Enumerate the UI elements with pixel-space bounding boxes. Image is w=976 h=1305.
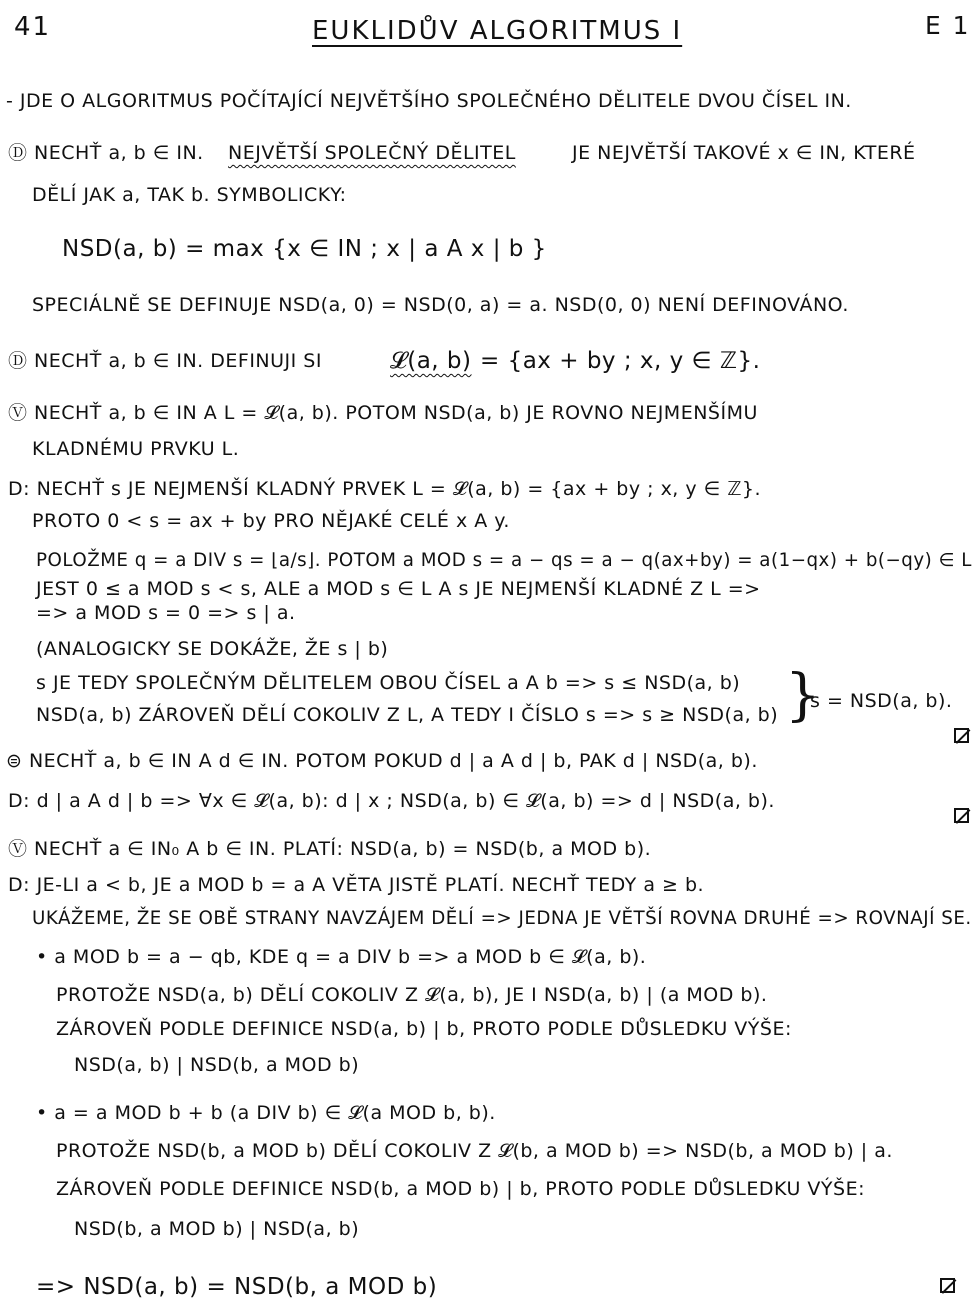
proof-line: POLOŽME q = a DIV s = ⌊a/s⌋. POTOM a MOD s = a − qs = a − q(ax+by) = a(1−qx) + b(−qy) ∈ L	[36, 550, 972, 571]
proof-conclusion: => NSD(a, b) = NSD(b, a MOD b)	[36, 1274, 438, 1300]
qed-box-icon	[954, 728, 969, 743]
proof-line: ZÁROVEŇ PODLE DEFINICE NSD(b, a MOD b) | b, PROTO PODLE DŮSLEDKU VÝŠE:	[56, 1178, 865, 1200]
formula: = {ax + by ; x, y ∈ ℤ}.	[480, 348, 761, 374]
definition-line: Ⓓ NECHŤ a, b ∈ IN. DEFINUJI SI	[8, 350, 322, 372]
proof-line: UKÁŽEME, ŽE SE OBĚ STRANY NAVZÁJEM DĚLÍ => JEDNA JE VĚTŠÍ ROVNA DRUHÉ => ROVNAJÍ SE.	[32, 908, 972, 929]
corollary-line: ⊜ NECHŤ a, b ∈ IN A d ∈ IN. POTOM POKUD d | a A d | b, PAK d | NSD(a, b).	[6, 750, 758, 772]
formula: NSD(a, b) = max {x ∈ IN ; x | a A x | b }	[62, 236, 547, 262]
defined-term: NEJVĚTŠÍ SPOLEČNÝ DĚLITEL	[228, 142, 516, 164]
proof-line: PROTOŽE NSD(a, b) DĚLÍ COKOLIV Z 𝓛(a, b), JE I NSD(a, b) | (a MOD b).	[56, 984, 768, 1006]
theorem-line: Ⓥ NECHŤ a ∈ IN₀ A b ∈ IN. PLATÍ: NSD(a, b) = NSD(b, a MOD b).	[8, 838, 652, 860]
proof-conclusion: s = NSD(a, b).	[810, 690, 953, 712]
definition-line: Ⓓ NECHŤ a, b ∈ IN.	[8, 142, 204, 164]
page-number: 41	[14, 12, 52, 42]
proof-line: D: d | a A d | b => ∀x ∈ 𝓛(a, b): d | x ; NSD(a, b) ∈ 𝓛(a, b) => d | NSD(a, b).	[8, 790, 775, 812]
proof-line: JEST 0 ≤ a MOD s < s, ALE a MOD s ∈ L A s JE NEJMENŠÍ KLADNÉ Z L =>	[36, 578, 761, 600]
proof-bullet: • a MOD b = a − qb, KDE q = a DIV b => a MOD b ∈ 𝓛(a, b).	[36, 946, 647, 968]
proof-line: PROTOŽE NSD(b, a MOD b) DĚLÍ COKOLIV Z 𝓛(b, a MOD b) => NSD(b, a MOD b) | a.	[56, 1140, 893, 1162]
proof-line: s JE TEDY SPOLEČNÝM DĚLITELEM OBOU ČÍSEL a A b => s ≤ NSD(a, b)	[36, 672, 741, 694]
proof-line: (ANALOGICKY SE DOKÁŽE, ŽE s | b)	[36, 638, 389, 660]
proof-line: D: NECHŤ s JE NEJMENŠÍ KLADNÝ PRVEK L = 𝓛(a, b) = {ax + by ; x, y ∈ ℤ}.	[8, 478, 762, 500]
intro-line: - JDE O ALGORITMUS POČÍTAJÍCÍ NEJVĚTŠÍHO SPOLEČNÉHO DĚLITELE DVOU ČÍSEL IN.	[6, 90, 852, 112]
proof-line: D: JE-LI a < b, JE a MOD b = a A VĚTA JISTĚ PLATÍ. NECHŤ TEDY a ≥ b.	[8, 874, 705, 896]
curly-brace-icon: }	[785, 663, 821, 728]
qed-box-icon	[954, 808, 969, 823]
qed-box-icon	[940, 1278, 955, 1293]
proof-line: NSD(a, b) | NSD(b, a MOD b)	[74, 1054, 360, 1076]
proof-line: PROTO 0 < s = ax + by PRO NĚJAKÉ CELÉ x A y.	[32, 510, 510, 532]
proof-bullet: • a = a MOD b + b (a DIV b) ∈ 𝓛(a MOD b, b).	[36, 1102, 496, 1124]
proof-line: NSD(b, a MOD b) | NSD(a, b)	[74, 1218, 360, 1240]
theorem-line: Ⓥ NECHŤ a, b ∈ IN A L = 𝓛(a, b). POTOM NSD(a, b) JE ROVNO NEJMENŠÍMU	[8, 402, 758, 424]
definition-line: SPECIÁLNĚ SE DEFINUJE NSD(a, 0) = NSD(0, a) = a. NSD(0, 0) NENÍ DEFINOVÁNO.	[32, 294, 849, 316]
proof-line: ZÁROVEŇ PODLE DEFINICE NSD(a, b) | b, PROTO PODLE DŮSLEDKU VÝŠE:	[56, 1018, 792, 1040]
definition-line: DĚLÍ JAK a, TAK b. SYMBOLICKY:	[32, 184, 347, 206]
definition-line: JE NEJVĚTŠÍ TAKOVÉ x ∈ IN, KTERÉ	[572, 142, 916, 164]
defined-term: 𝓛(a, b)	[390, 348, 472, 374]
theorem-line: KLADNÉMU PRVKU L.	[32, 438, 240, 460]
proof-line: NSD(a, b) ZÁROVEŇ DĚLÍ COKOLIV Z L, A TEDY I ČÍSLO s => s ≥ NSD(a, b)	[36, 704, 779, 726]
section-code: E 1	[925, 11, 971, 40]
proof-line: => a MOD s = 0 => s | a.	[36, 602, 296, 624]
page-title: EUKLIDŮV ALGORITMUS I	[312, 16, 683, 46]
